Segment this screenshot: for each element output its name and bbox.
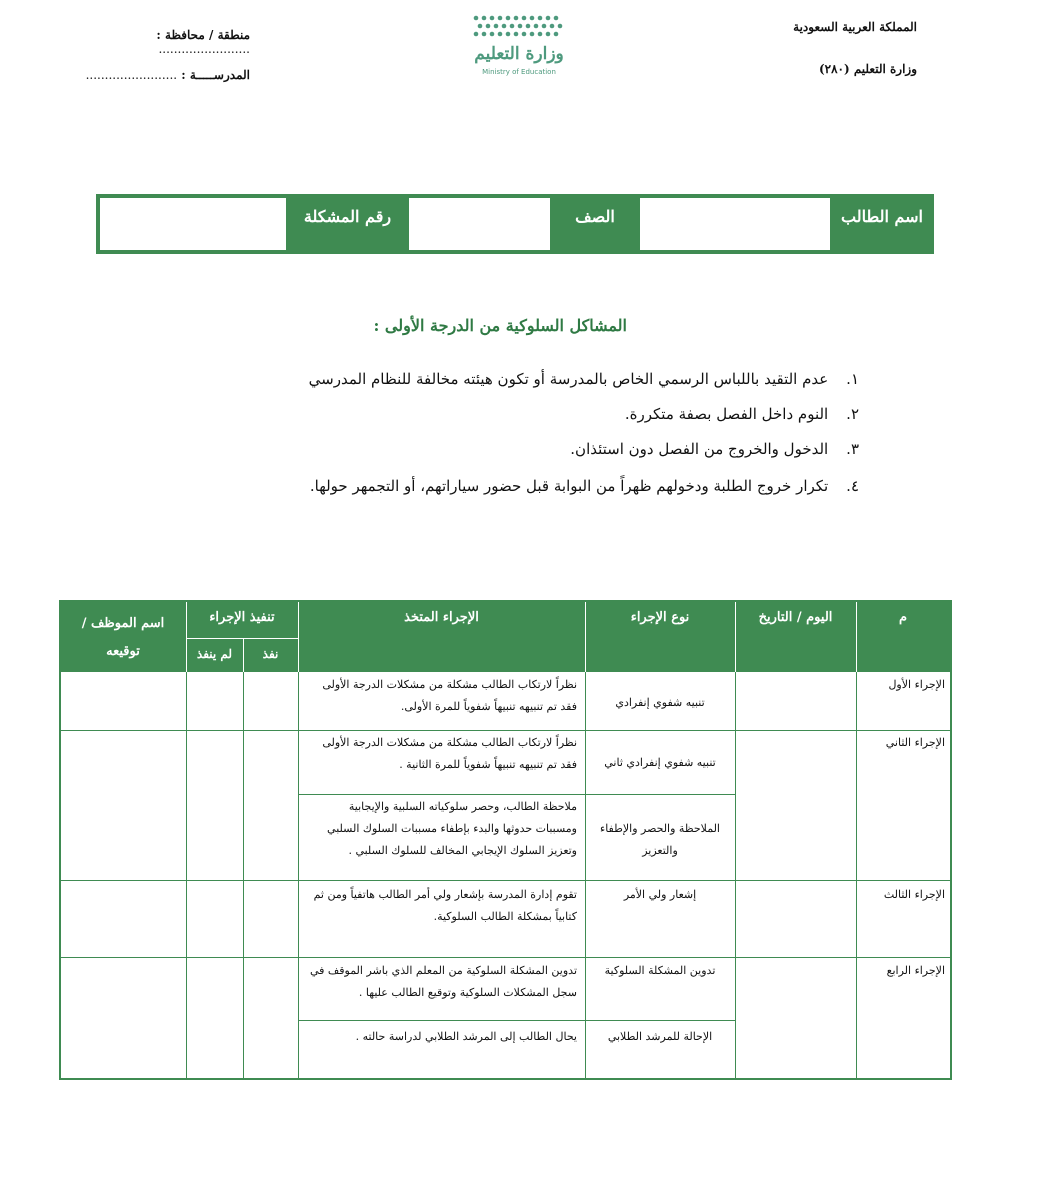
school-dots: ........................: [85, 68, 178, 82]
procedure-type: إشعار ولي الأمر: [623, 888, 697, 901]
row-line: [61, 730, 950, 731]
row-label: الإجراء الثالث: [883, 888, 945, 901]
column-line: [856, 672, 857, 1078]
procedure-action: ملاحظة الطالب، وحصر سلوكياته السلبية والإيجابية ومسببات حدوثها والبدء بإطفاء مسببات السلوك السلبي وتعزيز السلوك الإيجابي المخالف للسلوك السلبي .: [327, 800, 577, 857]
ministry-line: وزارة التعليم (٢٨٠): [818, 62, 917, 76]
col-header-type: نوع الإجراء: [630, 610, 690, 625]
col-header-date: اليوم / التاريخ: [758, 610, 833, 625]
list-item: [310, 477, 859, 495]
class-label: الصف: [575, 207, 615, 226]
col-header-done: نفذ: [262, 647, 279, 661]
procedure-type: الملاحظة والحصر والإطفاء والتعزيز: [600, 822, 720, 857]
problem-number-field[interactable]: [100, 198, 286, 250]
student-info-bar: [96, 194, 934, 254]
region-dots: ........................: [158, 42, 250, 56]
column-line: [186, 672, 187, 1078]
procedure-action: نظراً لارتكاب الطالب مشكلة من مشكلات الدرجة الأولى فقد تم تنبيهه تنبيهاً شفوياً للمرة الأولى.: [322, 678, 577, 713]
procedure-action: يحال الطالب إلى المرشد الطلابي لدراسة حالته .: [355, 1030, 577, 1043]
row-label: الإجراء الرابع: [886, 964, 945, 977]
list-item-number: ١.: [846, 370, 859, 388]
list-item: [570, 440, 859, 458]
problems-heading: المشاكل السلوكية من الدرجة الأولى :: [373, 316, 627, 335]
procedures-table: [59, 600, 952, 1080]
row-line: [298, 794, 735, 795]
column-line: [585, 672, 586, 1078]
region-label: منطقة / محافظة :: [156, 28, 250, 42]
column-line: [735, 672, 736, 1078]
list-item-text: النوم داخل الفصل بصفة متكررة.: [624, 405, 829, 423]
row-label: الإجراء الأول: [888, 678, 945, 691]
list-item-text: تكرار خروج الطلبة ودخولهم ظهراً من البوابة قبل حضور سياراتهم، أو التجمهر حولها.: [309, 477, 829, 495]
logo-dots-icon: [468, 12, 568, 42]
procedure-type: تدوين المشكلة السلوكية: [604, 964, 716, 977]
list-item-text: عدم التقيد باللباس الرسمي الخاص بالمدرسة أو تكون هيئته مخالفة للنظام المدرسي: [308, 370, 829, 388]
row-line: [61, 880, 950, 881]
procedure-type: تنبيه شفوي إنفرادي ثاني: [604, 756, 716, 769]
col-header-not-done: لم ينفذ: [196, 647, 233, 661]
logo-english-text: Ministry of Education: [482, 68, 556, 76]
row-line: [61, 957, 950, 958]
col-header-action: الإجراء المتخذ: [404, 610, 479, 625]
school-label: المدرســـــة :: [181, 68, 250, 82]
procedure-action: نظراً لارتكاب الطالب مشكلة من مشكلات الدرجة الأولى فقد تم تنبيهه تنبيهاً شفوياً للمرة الثانية .: [322, 736, 577, 771]
procedure-action: تدوين المشكلة السلوكية من المعلم الذي باشر الموقف في سجل المشكلات السلوكية وتوقيع الطالب عليها .: [309, 964, 577, 999]
list-item-number: ٢.: [846, 405, 859, 423]
list-item: [309, 370, 859, 388]
kingdom-title: المملكة العربية السعودية: [793, 20, 917, 34]
problem-number-label: رقم المشكلة: [303, 207, 392, 226]
header-divider: [186, 638, 298, 639]
column-line: [243, 672, 244, 1078]
list-item-number: ٣.: [846, 440, 859, 458]
row-label: الإجراء الثاني: [885, 736, 945, 749]
procedure-action: تقوم إدارة المدرسة بإشعار ولي أمر الطالب هاتفياً ومن ثم كتابياً بمشكلة الطالب السلوكية.: [313, 888, 577, 923]
logo-arabic-text: وزارة التعليم: [474, 44, 564, 64]
col-header-execution: تنفيذ الإجراء: [209, 610, 275, 625]
row-line: [298, 1020, 735, 1021]
column-line: [298, 672, 299, 1078]
student-name-field[interactable]: [640, 198, 830, 250]
col-header-employee: اسم الموظف / توقيعه: [81, 616, 165, 659]
col-header-m: م: [898, 610, 908, 625]
ministry-logo: [460, 10, 580, 80]
list-item-text: الدخول والخروج من الفصل دون استئذان.: [570, 440, 829, 458]
class-field[interactable]: [409, 198, 550, 250]
procedure-type: الإحالة للمرشد الطلابي: [607, 1030, 713, 1043]
school-field: [70, 68, 250, 82]
list-item: [625, 405, 859, 423]
region-field: [70, 28, 250, 56]
procedure-type: تنبيه شفوي إنفرادي: [615, 696, 705, 709]
student-name-label: اسم الطالب: [841, 207, 923, 226]
list-item-number: ٤.: [846, 477, 859, 495]
